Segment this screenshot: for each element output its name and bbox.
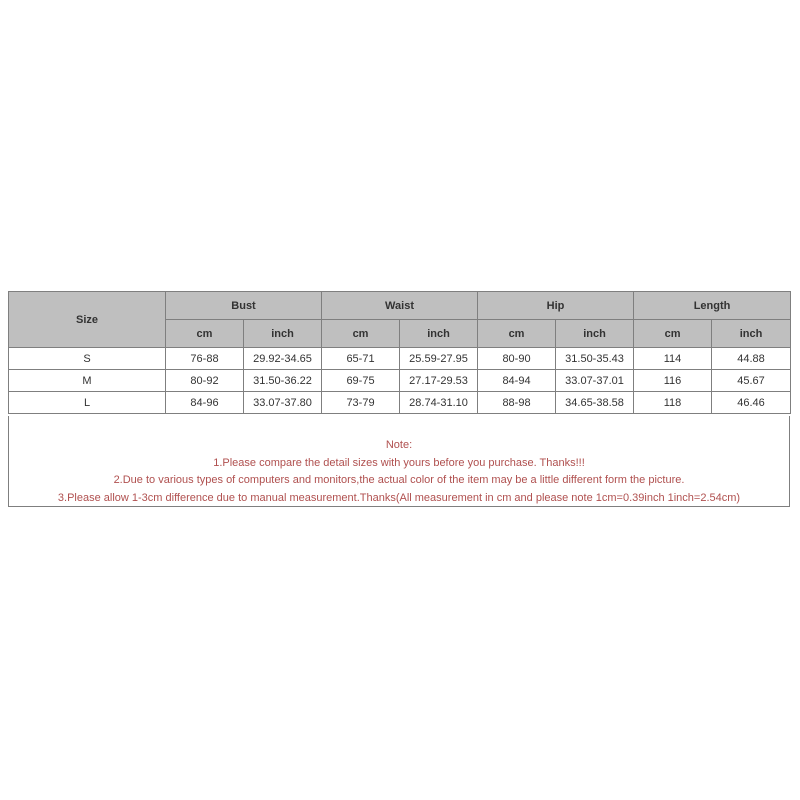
table-cell: 31.50-35.43 — [556, 348, 634, 370]
table-cell: 45.67 — [712, 370, 791, 392]
table-cell: 28.74-31.10 — [400, 392, 478, 414]
table-cell: 80-90 — [478, 348, 556, 370]
waist-header: Waist — [322, 292, 478, 320]
table-row — [9, 370, 791, 392]
table-cell: 31.50-36.22 — [244, 370, 322, 392]
unit-header: cm — [634, 320, 712, 348]
unit-header: inch — [400, 320, 478, 348]
table-cell: 33.07-37.01 — [556, 370, 634, 392]
table-cell: 73-79 — [322, 392, 400, 414]
table-row — [9, 348, 791, 370]
table-cell: 69-75 — [322, 370, 400, 392]
hip-header: Hip — [478, 292, 634, 320]
table-cell: 84-96 — [166, 392, 244, 414]
table-cell: 33.07-37.80 — [244, 392, 322, 414]
bust-header: Bust — [166, 292, 322, 320]
notes-box — [8, 416, 790, 507]
note-line-2: 2.Due to various types of computers and monitors,the actual color of the item may be a little different form the picture. — [113, 474, 685, 486]
header-row-groups — [9, 292, 791, 320]
table-cell: 84-94 — [478, 370, 556, 392]
table-cell: 118 — [634, 392, 712, 414]
table-row — [9, 392, 791, 414]
note-title: Note: — [385, 439, 413, 451]
table-cell: 80-92 — [166, 370, 244, 392]
table-cell: 44.88 — [712, 348, 791, 370]
table-cell: 34.65-38.58 — [556, 392, 634, 414]
size-chart-table — [8, 291, 791, 414]
table-cell: 76-88 — [166, 348, 244, 370]
table-cell: 65-71 — [322, 348, 400, 370]
size-header: Size — [9, 292, 166, 348]
table-cell: 88-98 — [478, 392, 556, 414]
table-cell: 27.17-29.53 — [400, 370, 478, 392]
size-cell: M — [9, 370, 166, 392]
note-line-1: 1.Please compare the detail sizes with yours before you purchase. Thanks!!! — [213, 456, 585, 469]
unit-header: cm — [322, 320, 400, 348]
table-cell: 46.46 — [712, 392, 791, 414]
note-line-3: 3.Please allow 1-3cm difference due to manual measurement.Thanks(All measurement in cm and please note 1cm=0.39inch 1inch=2.54cm) — [57, 491, 741, 504]
unit-header: inch — [712, 320, 791, 348]
table-cell: 116 — [634, 370, 712, 392]
unit-header: cm — [478, 320, 556, 348]
table-cell: 25.59-27.95 — [400, 348, 478, 370]
unit-header: inch — [556, 320, 634, 348]
table-cell: 29.92-34.65 — [244, 348, 322, 370]
table-cell: 114 — [634, 348, 712, 370]
size-cell: S — [9, 348, 166, 370]
size-cell: L — [9, 392, 166, 414]
length-header: Length — [634, 292, 791, 320]
unit-header: inch — [244, 320, 322, 348]
unit-header: cm — [166, 320, 244, 348]
